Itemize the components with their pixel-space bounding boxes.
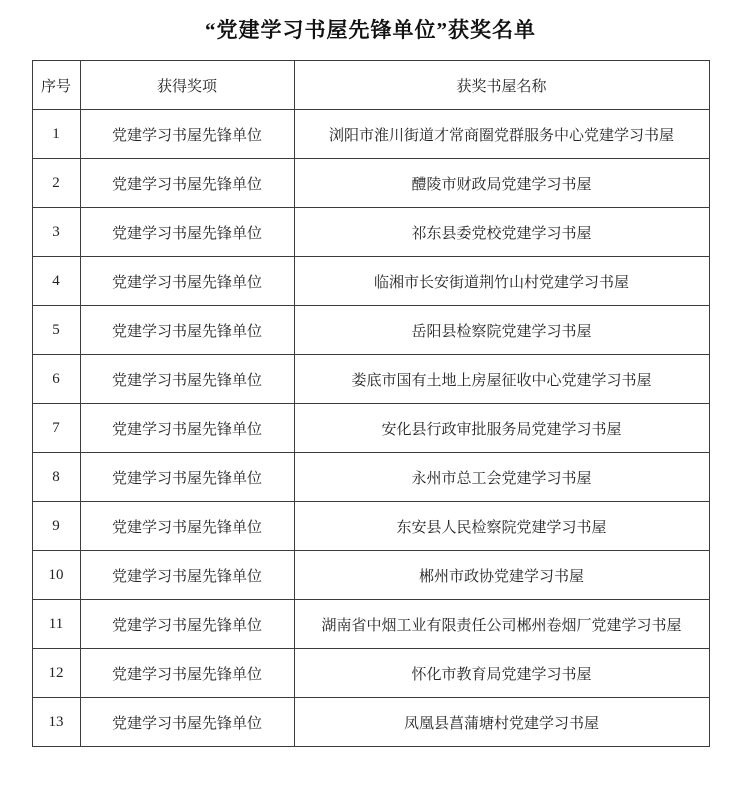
cell-serial-number: 5: [32, 306, 80, 355]
cell-award-received: 党建学习书屋先锋单位: [80, 404, 294, 453]
table-body: [32, 110, 709, 747]
cell-serial-number: 6: [32, 355, 80, 404]
cell-serial-number: 9: [32, 502, 80, 551]
cell-bookhouse-name: 临湘市长安街道荆竹山村党建学习书屋: [294, 257, 709, 306]
award-table: [32, 60, 710, 747]
table-row: [32, 110, 709, 159]
cell-serial-number: 2: [32, 159, 80, 208]
cell-bookhouse-name: 东安县人民检察院党建学习书屋: [294, 502, 709, 551]
cell-award-received: 党建学习书屋先锋单位: [80, 698, 294, 747]
table-row: [32, 404, 709, 453]
cell-bookhouse-name: 浏阳市淮川街道才常商圈党群服务中心党建学习书屋: [294, 110, 709, 159]
table-header-row: [32, 61, 709, 110]
table-row: [32, 159, 709, 208]
header-serial-number: 序号: [32, 61, 80, 110]
table-row: [32, 208, 709, 257]
cell-serial-number: 4: [32, 257, 80, 306]
table-row: [32, 257, 709, 306]
cell-bookhouse-name: 凤凰县菖蒲塘村党建学习书屋: [294, 698, 709, 747]
table-row: [32, 502, 709, 551]
cell-award-received: 党建学习书屋先锋单位: [80, 453, 294, 502]
cell-serial-number: 3: [32, 208, 80, 257]
table-row: [32, 551, 709, 600]
header-bookhouse-name: 获奖书屋名称: [294, 61, 709, 110]
cell-award-received: 党建学习书屋先锋单位: [80, 306, 294, 355]
table-row: [32, 306, 709, 355]
cell-bookhouse-name: 娄底市国有土地上房屋征收中心党建学习书屋: [294, 355, 709, 404]
cell-serial-number: 10: [32, 551, 80, 600]
cell-bookhouse-name: 湖南省中烟工业有限责任公司郴州卷烟厂党建学习书屋: [294, 600, 709, 649]
cell-award-received: 党建学习书屋先锋单位: [80, 159, 294, 208]
table-row: [32, 698, 709, 747]
cell-award-received: 党建学习书屋先锋单位: [80, 600, 294, 649]
table-row: [32, 453, 709, 502]
cell-bookhouse-name: 醴陵市财政局党建学习书屋: [294, 159, 709, 208]
cell-serial-number: 7: [32, 404, 80, 453]
cell-bookhouse-name: 郴州市政协党建学习书屋: [294, 551, 709, 600]
cell-bookhouse-name: 岳阳县检察院党建学习书屋: [294, 306, 709, 355]
cell-serial-number: 13: [32, 698, 80, 747]
table-row: [32, 649, 709, 698]
cell-bookhouse-name: 永州市总工会党建学习书屋: [294, 453, 709, 502]
cell-bookhouse-name: 安化县行政审批服务局党建学习书屋: [294, 404, 709, 453]
cell-serial-number: 8: [32, 453, 80, 502]
cell-serial-number: 11: [32, 600, 80, 649]
cell-award-received: 党建学习书屋先锋单位: [80, 502, 294, 551]
page-title: “党建学习书屋先锋单位”获奖名单: [205, 18, 536, 42]
cell-award-received: 党建学习书屋先锋单位: [80, 649, 294, 698]
cell-serial-number: 1: [32, 110, 80, 159]
table-row: [32, 600, 709, 649]
cell-bookhouse-name: 祁东县委党校党建学习书屋: [294, 208, 709, 257]
cell-award-received: 党建学习书屋先锋单位: [80, 355, 294, 404]
header-award-received: 获得奖项: [80, 61, 294, 110]
cell-award-received: 党建学习书屋先锋单位: [80, 208, 294, 257]
table-row: [32, 355, 709, 404]
cell-bookhouse-name: 怀化市教育局党建学习书屋: [294, 649, 709, 698]
cell-award-received: 党建学习书屋先锋单位: [80, 551, 294, 600]
cell-award-received: 党建学习书屋先锋单位: [80, 110, 294, 159]
cell-serial-number: 12: [32, 649, 80, 698]
cell-award-received: 党建学习书屋先锋单位: [80, 257, 294, 306]
